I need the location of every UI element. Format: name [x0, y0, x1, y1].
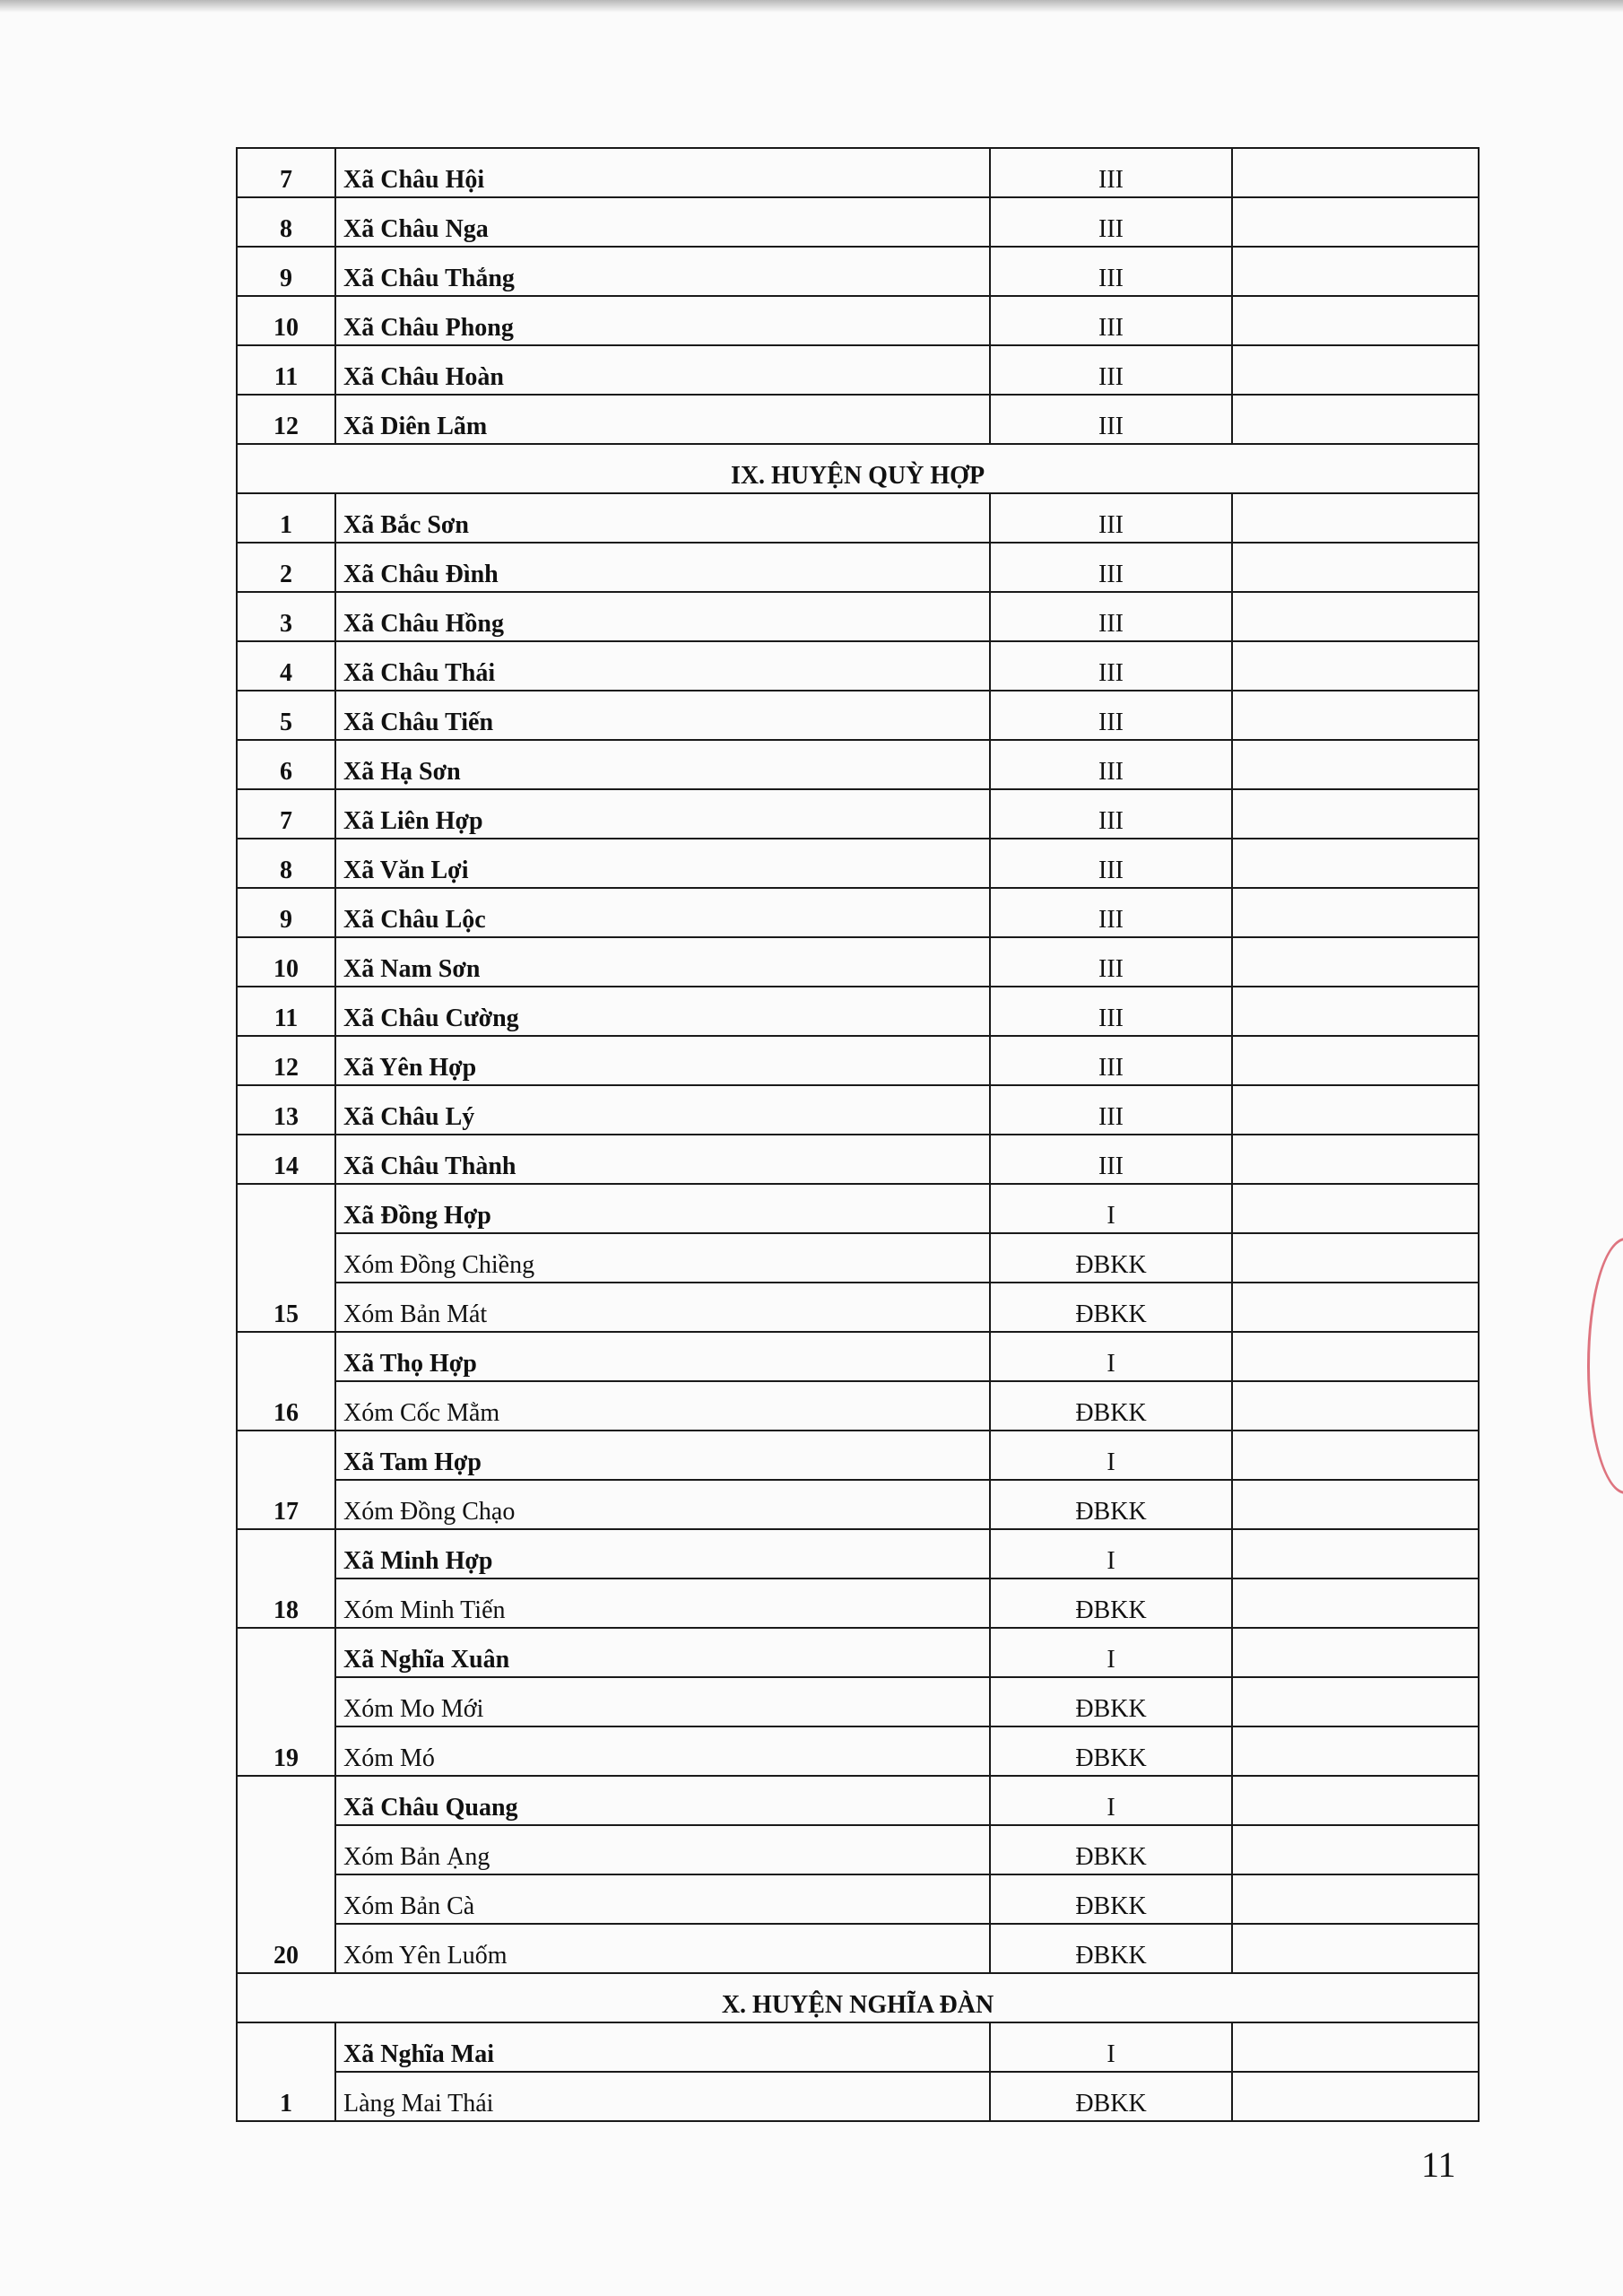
- commune-name: Xã Diên Lãm: [335, 395, 990, 444]
- notes-cell: [1232, 740, 1479, 789]
- notes-cell: [1232, 1135, 1479, 1184]
- section-row: [237, 1973, 1479, 2022]
- notes-cell: [1232, 1233, 1479, 1283]
- notes-cell: [1232, 937, 1479, 987]
- area-classification: ĐBKK: [990, 1677, 1232, 1726]
- row-number: 18: [237, 1529, 335, 1628]
- hamlet-name: Xóm Đồng Chạo: [335, 1480, 990, 1529]
- table-row: [237, 1628, 1479, 1677]
- row-number: 17: [237, 1431, 335, 1529]
- table-row: [237, 789, 1479, 839]
- area-classification: III: [990, 691, 1232, 740]
- area-classification: III: [990, 493, 1232, 543]
- hamlet-name: Xóm Mo Mới: [335, 1677, 990, 1726]
- table-row: [237, 1184, 1479, 1233]
- notes-cell: [1232, 148, 1479, 197]
- section-row: [237, 444, 1479, 493]
- table-row: [237, 987, 1479, 1036]
- table-row: [237, 1776, 1479, 1825]
- commune-name: Xã Hạ Sơn: [335, 740, 990, 789]
- area-classification: I: [990, 1431, 1232, 1480]
- area-classification: I: [990, 1332, 1232, 1381]
- table-row: [237, 1233, 1479, 1283]
- table-row: [237, 197, 1479, 247]
- notes-cell: [1232, 1825, 1479, 1874]
- row-number: 13: [237, 1085, 335, 1135]
- notes-cell: [1232, 1431, 1479, 1480]
- row-number: 12: [237, 1036, 335, 1085]
- area-classification: ĐBKK: [990, 1924, 1232, 1973]
- table-body: [237, 148, 1479, 2121]
- scan-edge-shadow: [0, 0, 1623, 13]
- area-classification: III: [990, 296, 1232, 345]
- commune-classification-table: [236, 147, 1480, 2122]
- commune-name: Xã Văn Lợi: [335, 839, 990, 888]
- table-row: [237, 1529, 1479, 1578]
- commune-name: Xã Châu Hồng: [335, 592, 990, 641]
- row-number: 11: [237, 345, 335, 395]
- area-classification: III: [990, 197, 1232, 247]
- notes-cell: [1232, 1874, 1479, 1924]
- notes-cell: [1232, 1332, 1479, 1381]
- table-row: [237, 740, 1479, 789]
- table-row: [237, 839, 1479, 888]
- commune-name: Xã Tam Hợp: [335, 1431, 990, 1480]
- area-classification: III: [990, 888, 1232, 937]
- notes-cell: [1232, 1776, 1479, 1825]
- area-classification: ĐBKK: [990, 1874, 1232, 1924]
- area-classification: III: [990, 641, 1232, 691]
- area-classification: ĐBKK: [990, 1283, 1232, 1332]
- area-classification: III: [990, 148, 1232, 197]
- table-row: [237, 1431, 1479, 1480]
- row-number: 1: [237, 2022, 335, 2121]
- hamlet-name: Xóm Bản Cà: [335, 1874, 990, 1924]
- area-classification: ĐBKK: [990, 2072, 1232, 2121]
- commune-name: Xã Châu Lộc: [335, 888, 990, 937]
- area-classification: III: [990, 395, 1232, 444]
- area-classification: III: [990, 543, 1232, 592]
- table-row: [237, 1283, 1479, 1332]
- commune-name: Xã Châu Tiến: [335, 691, 990, 740]
- notes-cell: [1232, 1480, 1479, 1529]
- notes-cell: [1232, 1085, 1479, 1135]
- commune-name: Xã Châu Cường: [335, 987, 990, 1036]
- row-number: 8: [237, 197, 335, 247]
- commune-name: Xã Yên Hợp: [335, 1036, 990, 1085]
- table-row: [237, 641, 1479, 691]
- area-classification: III: [990, 1085, 1232, 1135]
- table-row: [237, 1825, 1479, 1874]
- notes-cell: [1232, 1924, 1479, 1973]
- row-number: 3: [237, 592, 335, 641]
- area-classification: I: [990, 1184, 1232, 1233]
- commune-name: Xã Minh Hợp: [335, 1529, 990, 1578]
- row-number: 9: [237, 888, 335, 937]
- section-title: IX. HUYỆN QUỲ HỢP: [237, 444, 1479, 493]
- commune-name: Xã Châu Hoàn: [335, 345, 990, 395]
- notes-cell: [1232, 296, 1479, 345]
- table-row: [237, 493, 1479, 543]
- area-classification: ĐBKK: [990, 1825, 1232, 1874]
- area-classification: III: [990, 740, 1232, 789]
- table-row: [237, 937, 1479, 987]
- row-number: 12: [237, 395, 335, 444]
- notes-cell: [1232, 1529, 1479, 1578]
- commune-name: Xã Bắc Sơn: [335, 493, 990, 543]
- row-number: 11: [237, 987, 335, 1036]
- notes-cell: [1232, 543, 1479, 592]
- hamlet-name: Làng Mai Thái: [335, 2072, 990, 2121]
- row-number: 8: [237, 839, 335, 888]
- commune-name: Xã Châu Quang: [335, 1776, 990, 1825]
- notes-cell: [1232, 1036, 1479, 1085]
- notes-cell: [1232, 1578, 1479, 1628]
- commune-name: Xã Nghĩa Mai: [335, 2022, 990, 2072]
- table-row: [237, 1578, 1479, 1628]
- row-number: 14: [237, 1135, 335, 1184]
- area-classification: I: [990, 1628, 1232, 1677]
- area-classification: III: [990, 345, 1232, 395]
- row-number: 7: [237, 789, 335, 839]
- row-number: 19: [237, 1628, 335, 1776]
- commune-name: Xã Châu Hội: [335, 148, 990, 197]
- row-number: 1: [237, 493, 335, 543]
- table-row: [237, 1480, 1479, 1529]
- commune-name: Xã Liên Hợp: [335, 789, 990, 839]
- table-row: [237, 296, 1479, 345]
- commune-name: Xã Nam Sơn: [335, 937, 990, 987]
- area-classification: I: [990, 1529, 1232, 1578]
- area-classification: III: [990, 247, 1232, 296]
- area-classification: III: [990, 937, 1232, 987]
- row-number: 9: [237, 247, 335, 296]
- area-classification: I: [990, 2022, 1232, 2072]
- hamlet-name: Xóm Minh Tiến: [335, 1578, 990, 1628]
- hamlet-name: Xóm Mó: [335, 1726, 990, 1776]
- notes-cell: [1232, 345, 1479, 395]
- hamlet-name: Xóm Cốc Mằm: [335, 1381, 990, 1431]
- table-row: [237, 592, 1479, 641]
- red-seal-stamp-fragment: [1587, 1238, 1623, 1494]
- area-classification: ĐBKK: [990, 1480, 1232, 1529]
- page-number: 11: [1421, 2144, 1456, 2185]
- commune-name: Xã Châu Nga: [335, 197, 990, 247]
- table-row: [237, 1924, 1479, 1973]
- table-row: [237, 1135, 1479, 1184]
- notes-cell: [1232, 592, 1479, 641]
- area-classification: III: [990, 987, 1232, 1036]
- table-row: [237, 1381, 1479, 1431]
- table-row: [237, 1874, 1479, 1924]
- row-number: 4: [237, 641, 335, 691]
- notes-cell: [1232, 691, 1479, 740]
- hamlet-name: Xóm Yên Luốm: [335, 1924, 990, 1973]
- area-classification: ĐBKK: [990, 1726, 1232, 1776]
- notes-cell: [1232, 641, 1479, 691]
- table-row: [237, 1726, 1479, 1776]
- notes-cell: [1232, 493, 1479, 543]
- notes-cell: [1232, 839, 1479, 888]
- row-number: 10: [237, 296, 335, 345]
- table-row: [237, 1332, 1479, 1381]
- notes-cell: [1232, 888, 1479, 937]
- notes-cell: [1232, 1726, 1479, 1776]
- table-row: [237, 1036, 1479, 1085]
- table-row: [237, 1677, 1479, 1726]
- notes-cell: [1232, 395, 1479, 444]
- commune-name: Xã Châu Phong: [335, 296, 990, 345]
- table-row: [237, 888, 1479, 937]
- commune-name: Xã Thọ Hợp: [335, 1332, 990, 1381]
- table-row: [237, 148, 1479, 197]
- notes-cell: [1232, 1628, 1479, 1677]
- commune-name: Xã Châu Đình: [335, 543, 990, 592]
- table-row: [237, 345, 1479, 395]
- area-classification: III: [990, 592, 1232, 641]
- row-number: 7: [237, 148, 335, 197]
- notes-cell: [1232, 1381, 1479, 1431]
- commune-name: Xã Châu Lý: [335, 1085, 990, 1135]
- table-row: [237, 1085, 1479, 1135]
- notes-cell: [1232, 197, 1479, 247]
- hamlet-name: Xóm Bản Mát: [335, 1283, 990, 1332]
- commune-name: Xã Châu Thái: [335, 641, 990, 691]
- row-number: 2: [237, 543, 335, 592]
- table-row: [237, 691, 1479, 740]
- area-classification: III: [990, 1036, 1232, 1085]
- area-classification: ĐBKK: [990, 1381, 1232, 1431]
- row-number: 5: [237, 691, 335, 740]
- notes-cell: [1232, 789, 1479, 839]
- table-row: [237, 2072, 1479, 2121]
- notes-cell: [1232, 1677, 1479, 1726]
- table-row: [237, 247, 1479, 296]
- section-title: X. HUYỆN NGHĨA ĐÀN: [237, 1973, 1479, 2022]
- hamlet-name: Xóm Đồng Chiềng: [335, 1233, 990, 1283]
- notes-cell: [1232, 247, 1479, 296]
- row-number: 20: [237, 1776, 335, 1973]
- table-row: [237, 395, 1479, 444]
- notes-cell: [1232, 1184, 1479, 1233]
- commune-name: Xã Đồng Hợp: [335, 1184, 990, 1233]
- table-row: [237, 2022, 1479, 2072]
- notes-cell: [1232, 2022, 1479, 2072]
- notes-cell: [1232, 987, 1479, 1036]
- area-classification: III: [990, 839, 1232, 888]
- commune-name: Xã Châu Thắng: [335, 247, 990, 296]
- row-number: 6: [237, 740, 335, 789]
- commune-name: Xã Châu Thành: [335, 1135, 990, 1184]
- hamlet-name: Xóm Bản Ạng: [335, 1825, 990, 1874]
- table-row: [237, 543, 1479, 592]
- notes-cell: [1232, 2072, 1479, 2121]
- area-classification: III: [990, 789, 1232, 839]
- commune-name: Xã Nghĩa Xuân: [335, 1628, 990, 1677]
- area-classification: I: [990, 1776, 1232, 1825]
- notes-cell: [1232, 1283, 1479, 1332]
- row-number: 15: [237, 1184, 335, 1332]
- area-classification: III: [990, 1135, 1232, 1184]
- row-number: 16: [237, 1332, 335, 1431]
- area-classification: ĐBKK: [990, 1578, 1232, 1628]
- area-classification: ĐBKK: [990, 1233, 1232, 1283]
- row-number: 10: [237, 937, 335, 987]
